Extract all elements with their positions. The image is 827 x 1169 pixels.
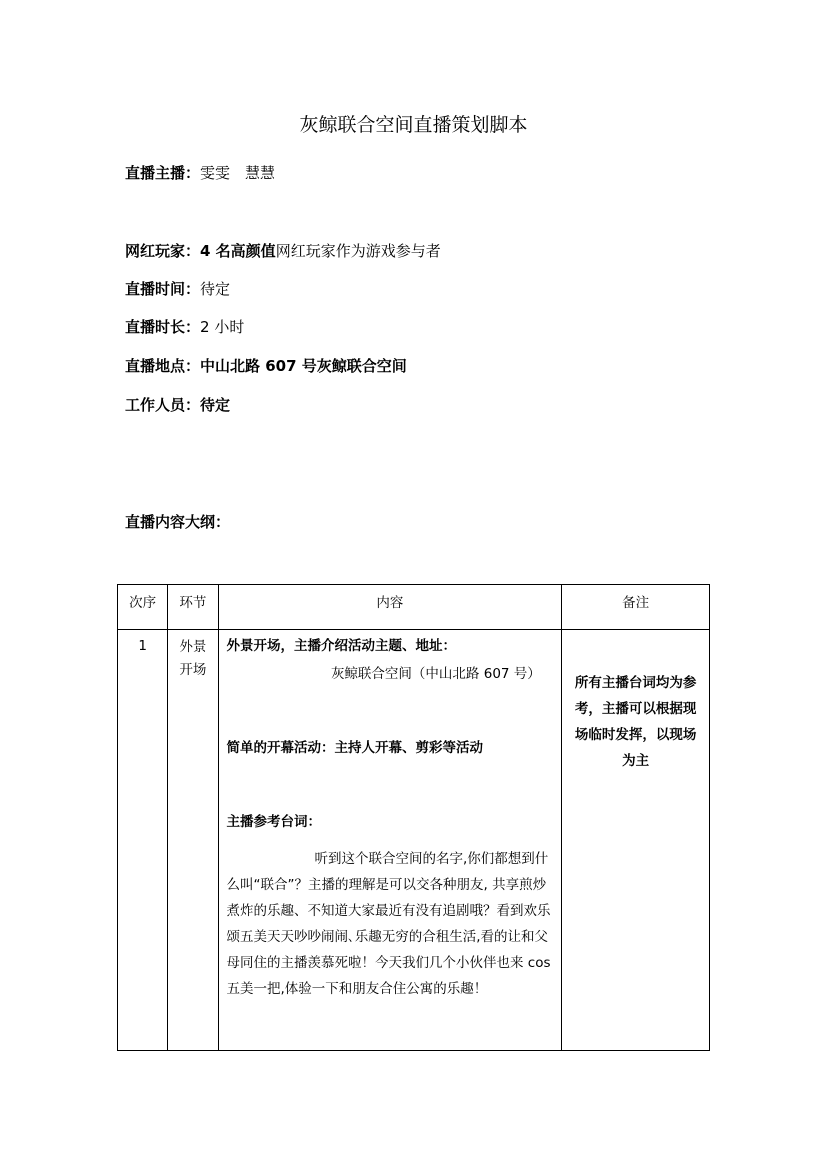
players-rest: 网红玩家作为游戏参与者 [275,242,441,260]
players-label: 网红玩家： [125,242,201,260]
row-seq: 1 [118,630,168,1051]
duration-value: 2 小时 [200,318,245,336]
content-speech: 听到这个联合空间的名字,你们都想到什么叫“联合”？主播的理解是可以交各种朋友, 共享煎炒煮炸的乐趣、不知道大家最近有没有追剧哦？看到欢乐颂五美天天吵吵闹闹､乐趣无穷的合租生活,看的让和父母同住的主播羡慕死啦！今天我们几个小伙伴也来 cos 五美一把,体验一下和朋友合住公寓的乐趣！ [226,851,551,997]
content-address: 灰鲸联合空间（中山北路 607 号） [330,666,541,682]
header-seq: 次序 [118,585,168,630]
staff-label: 工作人员： [125,396,201,414]
row-stage [168,630,218,1051]
staff-line [125,394,230,415]
content-opening: 简单的开幕活动：主持人开幕、剪彩等活动 [226,740,483,756]
row-note: 所有主播台词均为参考，主播可以根据现场临时发挥，以现场为主 [562,630,710,1051]
outline-heading: 直播内容大纲： [125,513,231,531]
host-line [125,162,275,183]
players-line [125,240,441,261]
content-intro: 外景开场，主播介绍活动主题、地址： [226,638,456,654]
location-label: 直播地点： [125,357,201,375]
content-lines-label: 主播参考台词： [226,814,321,830]
location-value: 中山北路 607 号灰鲸联合空间 [200,357,407,375]
time-line [125,278,230,299]
table-header-row [118,585,710,630]
row-content [218,630,562,1051]
time-label: 直播时间： [125,280,201,298]
host-value: 雯雯 慧慧 [200,164,276,182]
duration-label: 直播时长： [125,318,201,336]
header-note: 备注 [562,585,710,630]
location-line [125,355,407,376]
duration-line [125,316,244,337]
staff-value: 待定 [200,396,231,414]
header-stage: 环节 [168,585,218,630]
players-bold: 4 名高颜值 [200,242,276,260]
header-content: 内容 [218,585,562,630]
host-label: 直播主播： [125,164,201,182]
time-value: 待定 [200,280,231,298]
document-title: 灰鲸联合空间直播策划脚本 [299,114,528,136]
table-row [118,630,710,1051]
stage-line-2: 开场 [179,662,207,678]
stage-line-1: 外景 [179,639,207,655]
content-outline-table [117,584,710,1051]
